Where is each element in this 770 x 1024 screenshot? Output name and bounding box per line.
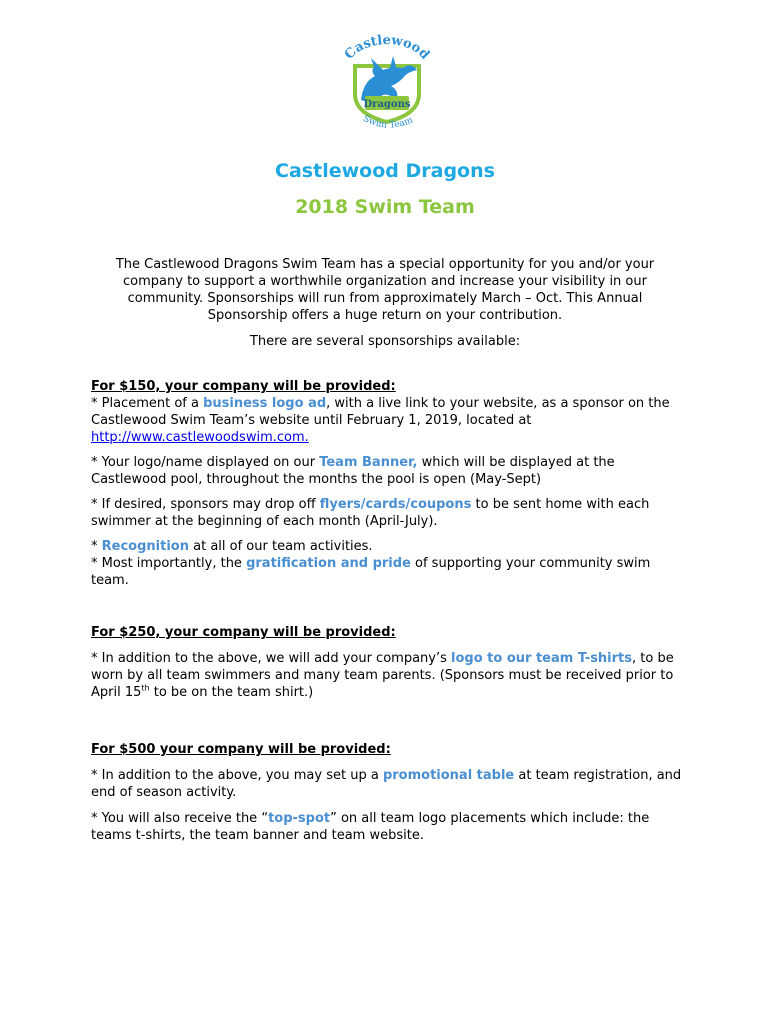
tier-250-item-tshirts: * In addition to the above, we will add your company’s logo to our team T-shirts, to be worn by all team swimmers and many team parents. (Sponsors must be received prior to April 15th to be on the team shirt.) bbox=[91, 651, 674, 700]
highlight-promotional-table: promotional table bbox=[382, 768, 515, 783]
svg-text:Dragons: Dragons bbox=[363, 99, 411, 110]
highlight-business-logo-ad: business logo ad bbox=[203, 396, 327, 411]
highlight-team-banner: Team Banner, bbox=[319, 455, 418, 470]
intro-paragraph: The Castlewood Dragons Swim Team has a special opportunity for you and/or your company to support a worthwhile organization and increase your visibility in our community. Sponsorships will run from approximately March – Oct. This Annual Sponsorship offers a huge return on your contribution. bbox=[115, 257, 655, 323]
document-title: Castlewood Dragons bbox=[275, 160, 495, 182]
sponsorship-tiers bbox=[91, 378, 683, 844]
tier-500-heading: For $500 your company will be provided: bbox=[91, 742, 391, 757]
tier-150-heading: For $150, your company will be provided: bbox=[91, 379, 396, 394]
highlight-flyers: flyers/cards/coupons bbox=[319, 497, 472, 512]
intro-section bbox=[100, 256, 670, 350]
available-note: There are several sponsorships available: bbox=[249, 334, 521, 349]
highlight-top-spot: top-spot bbox=[268, 811, 331, 826]
castlewood-website-link[interactable]: http://www.castlewoodswim.com. bbox=[91, 430, 309, 445]
tier-150-item-gratification: * Most importantly, the gratification and pride of supporting your community swim team. bbox=[91, 556, 651, 588]
svg-text:Castlewood: Castlewood bbox=[341, 33, 433, 63]
tier-150-item-recognition: * Recognition at all of our team activities. bbox=[91, 539, 373, 554]
tier-250-heading: For $250, your company will be provided: bbox=[91, 625, 396, 640]
tier-500-item-table: * In addition to the above, you may set up a promotional table at team registration, and end of season activity. bbox=[91, 768, 682, 800]
highlight-tshirts: logo to our team T-shirts bbox=[451, 651, 632, 666]
tier-150-item-logo-ad: * Placement of a business logo ad, with a live link to your website, as a sponsor on the Castlewood Swim Team’s website until February 1, 2019, located at http://www.castlewoodswim.com. bbox=[91, 396, 670, 445]
highlight-recognition: Recognition bbox=[101, 539, 189, 554]
svg-text:Swim Team: Swim Team bbox=[361, 113, 415, 131]
castlewood-dragons-logo bbox=[337, 30, 437, 142]
tier-150-item-flyers: * If desired, sponsors may drop off flyers/cards/coupons to be sent home with each swimmer at the beginning of each month (April-July). bbox=[91, 497, 650, 529]
tier-150-item-banner: * Your logo/name displayed on our Team Banner, which will be displayed at the Castlewood pool, throughout the months the pool is open (May-Sept) bbox=[91, 455, 615, 487]
tier-500-item-top-spot: * You will also receive the “top-spot” on all team logo placements which include: the teams t-shirts, the team banner and team website. bbox=[91, 811, 650, 843]
document-subtitle: 2018 Swim Team bbox=[295, 196, 475, 218]
highlight-gratification: gratification and pride bbox=[246, 556, 411, 571]
